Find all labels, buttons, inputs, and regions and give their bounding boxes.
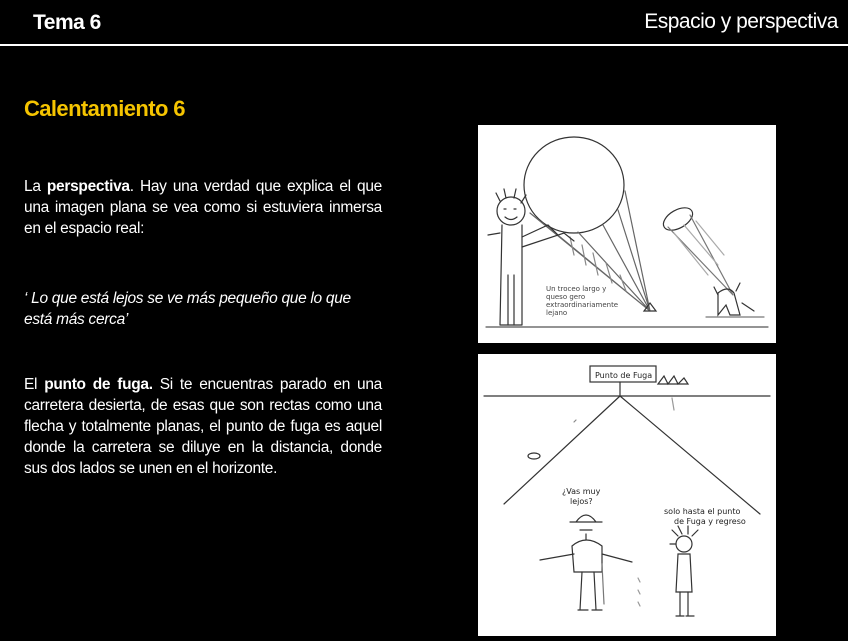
speech-line: solo hasta el punto [664, 507, 741, 516]
paragraph-body: Si te encuentras parado en una carretera desierta, de esas que son rectas como una flecha y totalmente planas, el punto de fuga es aquel donde la carretera se diluye en la distancia, donde sus dos lados se unen en el horizonte. [24, 376, 382, 477]
caption-line: lejano [546, 309, 568, 317]
page-heading: Calentamiento 6 [24, 96, 185, 121]
sign-label: Punto de Fuga [595, 371, 653, 380]
section-title: Espacio y perspectiva [644, 10, 838, 33]
perspective-illustration [478, 125, 776, 343]
paragraph-lead: La [24, 178, 47, 195]
vanishing-point-term: punto de fuga. [44, 376, 153, 393]
header-divider [0, 44, 848, 46]
caption-line: Un troceo largo y [546, 285, 607, 293]
speech-line: de Fuga y regreso [674, 517, 746, 526]
perspective-paragraph [24, 176, 382, 239]
speech-line: ¿Vas muy [562, 487, 601, 496]
paragraph-lead: El [24, 376, 45, 393]
paragraph-body: . Hay una verdad que explica el que una imagen plana se vea como si estuviera inmersa en el espacio real: [24, 178, 382, 237]
speech-line: lejos? [570, 497, 593, 506]
vanishing-point-illustration [478, 354, 776, 636]
perspective-quote: ‘ Lo que está lejos se ve más pequeño que lo que está más cerca’ [24, 290, 351, 328]
caption-line: queso gero [546, 293, 586, 301]
vanishing-point-paragraph [24, 374, 382, 479]
topic-title: Tema 6 [33, 11, 101, 34]
perspective-term: perspectiva [46, 178, 130, 195]
caption-line: extraordinariamente [546, 301, 619, 309]
